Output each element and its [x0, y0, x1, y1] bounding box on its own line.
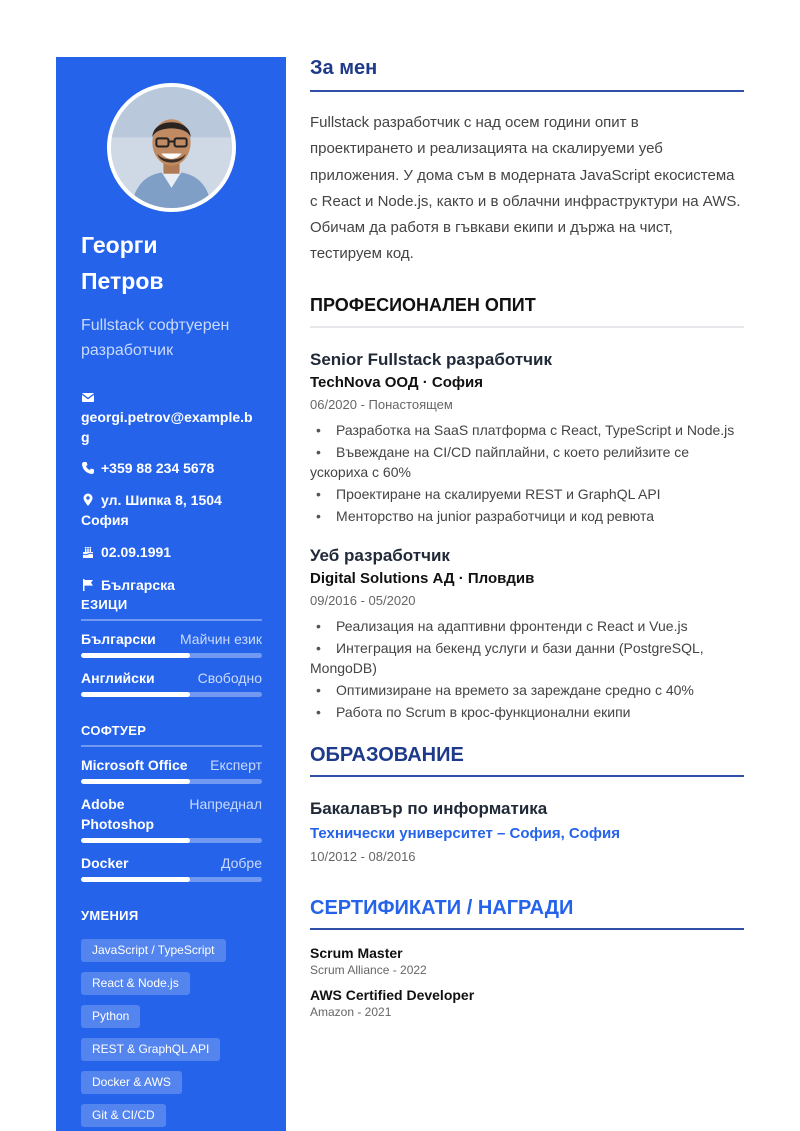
job-bullets [310, 616, 744, 722]
job-bullet: • Реализация на адаптивни фронтенди с React и Vue.js [310, 616, 744, 636]
certificate-detail: Amazon - 2021 [310, 1004, 392, 1019]
language-level-fill [81, 692, 190, 697]
job-company: TechNova ООД · София [310, 373, 483, 391]
skill-chip: Python [81, 1005, 140, 1028]
education-institution: Технически университет – София, София [310, 824, 621, 842]
birthday-cake-icon [81, 545, 95, 559]
contact-birthdate [81, 542, 261, 562]
software-item [81, 755, 262, 784]
education-entry [310, 797, 744, 867]
contact-email[interactable] [81, 387, 261, 447]
job-bullets [310, 420, 744, 526]
job-bullet: • Разработка на SaaS платформа с React, TypeScript и Node.js [310, 420, 744, 440]
software-level: Напреднал [189, 796, 262, 812]
job-bullet: • Оптимизиране на времето за зареждане средно с 40% [310, 680, 744, 700]
about-text: Fullstack разработчик с над осем години опит в проектирането и реализацията на скалируеми уеб приложения. У дома съм в модерната JavaScript екосистема с React и Node.js, както и в облачни инфраструктури на AWS. Обичам да работя в гъвкави екипи и държа на чист, тестируем код. [310, 114, 741, 263]
map-pin-icon [81, 493, 95, 507]
job-bullet: • Въвеждане на CI/CD пайплайни, с което релийзите се ускориха с 60% [310, 442, 744, 482]
language-level: Свободно [197, 670, 262, 686]
certificate-title: Scrum Master [310, 944, 403, 961]
software-level-bar [81, 877, 262, 882]
skill-chip: Git & CI/CD [81, 1104, 166, 1127]
software-name: Docker [81, 855, 129, 871]
job-bullet: • Проектиране на скалируеми REST и GraphQL API [310, 484, 744, 504]
skill-chip: JavaScript / TypeScript [81, 939, 226, 962]
birthdate-text: 02.09.1991 [101, 544, 172, 560]
certificates-heading: СЕРТИФИКАТИ / НАГРАДИ [310, 897, 744, 930]
phone-text: +359 88 234 5678 [101, 460, 215, 476]
skills-list [81, 939, 271, 1131]
language-level: Майчин език [179, 631, 262, 647]
software-item [81, 853, 262, 882]
software-item [81, 794, 262, 843]
education-degree: Бакалавър по информатика [310, 798, 548, 818]
software-level-bar [81, 779, 262, 784]
job-company: Digital Solutions АД · Пловдив [310, 569, 535, 587]
job-role: Fullstack софтуерен разработчик [81, 317, 230, 359]
software-level-fill [81, 877, 190, 882]
language-level-bar [81, 653, 262, 658]
skill-chip: React & Node.js [81, 972, 190, 995]
software-level-fill [81, 838, 190, 843]
job-entry [310, 544, 744, 722]
language-name: Български [81, 631, 156, 647]
sidebar [56, 57, 286, 1131]
education-dates: 10/2012 - 08/2016 [310, 848, 416, 864]
name-last: Петров [81, 268, 164, 294]
email-text: georgi.petrov@example.bg [81, 409, 253, 445]
software-name: Adobe Photoshop [81, 796, 155, 832]
certificate-title: AWS Certified Developer [310, 986, 475, 1003]
job-entry [310, 348, 744, 526]
certificate-entry [310, 986, 744, 1020]
language-item [81, 629, 262, 658]
contact-nationality [81, 575, 261, 595]
skill-chip: Docker & AWS [81, 1071, 182, 1094]
job-dates: 09/2016 - 05/2020 [310, 592, 416, 608]
education-heading: ОБРАЗОВАНИЕ [310, 744, 744, 777]
about-heading: За мен [310, 57, 744, 92]
certificate-entry [310, 944, 744, 978]
main-content [310, 57, 744, 1020]
software-level-bar [81, 838, 262, 843]
language-name: Английски [81, 670, 155, 686]
software-heading: СОФТУЕР [81, 723, 262, 747]
language-level-fill [81, 653, 190, 658]
envelope-icon [81, 390, 95, 404]
job-bullet: • Работа по Scrum в крос-функционални екипи [310, 702, 744, 722]
name-first: Георги [81, 232, 158, 258]
contact-address [81, 490, 261, 530]
avatar [107, 83, 236, 212]
software-level: Добре [220, 855, 262, 871]
software-name: Microsoft Office [81, 757, 188, 773]
nationality-text: Българска [101, 577, 175, 593]
contact-phone[interactable] [81, 458, 261, 478]
software-level-fill [81, 779, 190, 784]
languages-heading: ЕЗИЦИ [81, 597, 262, 621]
job-title: Уеб разработчик [310, 545, 450, 565]
skills-heading: УМЕНИЯ [81, 908, 139, 923]
job-title: Senior Fullstack разработчик [310, 349, 552, 369]
phone-icon [81, 461, 95, 475]
skill-chip: REST & GraphQL API [81, 1038, 220, 1061]
experience-heading: ПРОФЕСИОНАЛЕН ОПИТ [310, 295, 744, 328]
software-level: Експерт [210, 757, 262, 773]
job-bullet: • Интеграция на бекенд услуги и бази данни (PostgreSQL, MongoDB) [310, 638, 744, 678]
certificate-detail: Scrum Alliance - 2022 [310, 962, 427, 977]
job-dates: 06/2020 - Понастоящем [310, 396, 453, 412]
language-item [81, 668, 262, 697]
job-bullet: • Менторство на junior разработчици и код ревюта [310, 506, 744, 526]
address-text: ул. Шипка 8, 1504 София [81, 492, 222, 528]
candidate-name [81, 227, 261, 299]
language-level-bar [81, 692, 262, 697]
flag-icon [81, 578, 95, 592]
